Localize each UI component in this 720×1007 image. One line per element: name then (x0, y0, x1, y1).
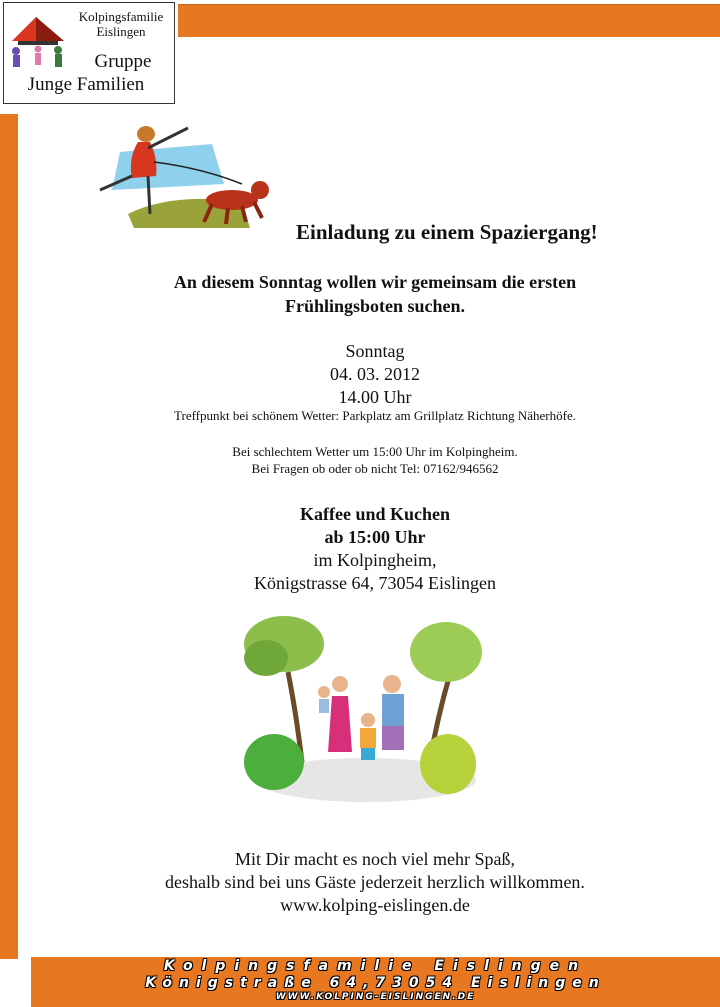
footer-address: Königstraße 64,73054 Eislingen (145, 975, 606, 991)
page-title: Einladung zu einem Spaziergang! (296, 220, 598, 244)
logo-line-2: Eislingen (96, 24, 146, 39)
questions-phone: Bei Fragen ob oder ob nicht Tel: 07162/946562 (251, 461, 499, 476)
coffee-title: Kaffee und Kuchen (299, 504, 450, 524)
footer-org-name: Kolpingsfamilie Eislingen (163, 958, 588, 974)
closing-line-2: deshalb sind bei uns Gäste jederzeit herzlich willkommen. (165, 872, 585, 892)
bad-weather-note: Bei schlechtem Wetter um 15:00 Uhr im Kolpingheim. (232, 444, 518, 459)
intro-line-2: Frühlingsboten suchen. (284, 296, 466, 316)
woman-walking-dog-icon (92, 118, 280, 232)
coffee-address: Königstrasse 64, 73054 Eislingen (254, 573, 496, 593)
intro-line-1: An diesem Sonntag wollen wir gemeinsam die ersten (173, 272, 577, 292)
coffee-place: im Kolpingheim, (313, 550, 437, 570)
event-day: Sonntag (345, 341, 405, 361)
logo-line-4: Junge Familien (27, 74, 145, 95)
kolping-logo-icon (8, 7, 70, 69)
meeting-point: Treffpunkt bei schönem Wetter: Parkplatz am Grillplatz Richtung Näherhöfe. (174, 408, 576, 423)
website-link[interactable]: www.kolping-eislingen.de (280, 895, 470, 915)
family-in-park-icon (236, 612, 486, 804)
footer-banner (31, 957, 720, 1007)
footer-website: WWW.KOLPING-EISLINGEN.DE (275, 992, 476, 1002)
logo-line-1: Kolpingsfamilie (78, 9, 164, 24)
closing-line-1: Mit Dir macht es noch viel mehr Spaß, (235, 849, 515, 869)
logo-box (3, 2, 175, 104)
coffee-time: ab 15:00 Uhr (324, 527, 426, 547)
event-date: 04. 03. 2012 (330, 364, 420, 384)
event-time: 14.00 Uhr (338, 387, 412, 407)
logo-line-3: Gruppe (94, 51, 152, 72)
top-orange-bar (178, 4, 720, 37)
